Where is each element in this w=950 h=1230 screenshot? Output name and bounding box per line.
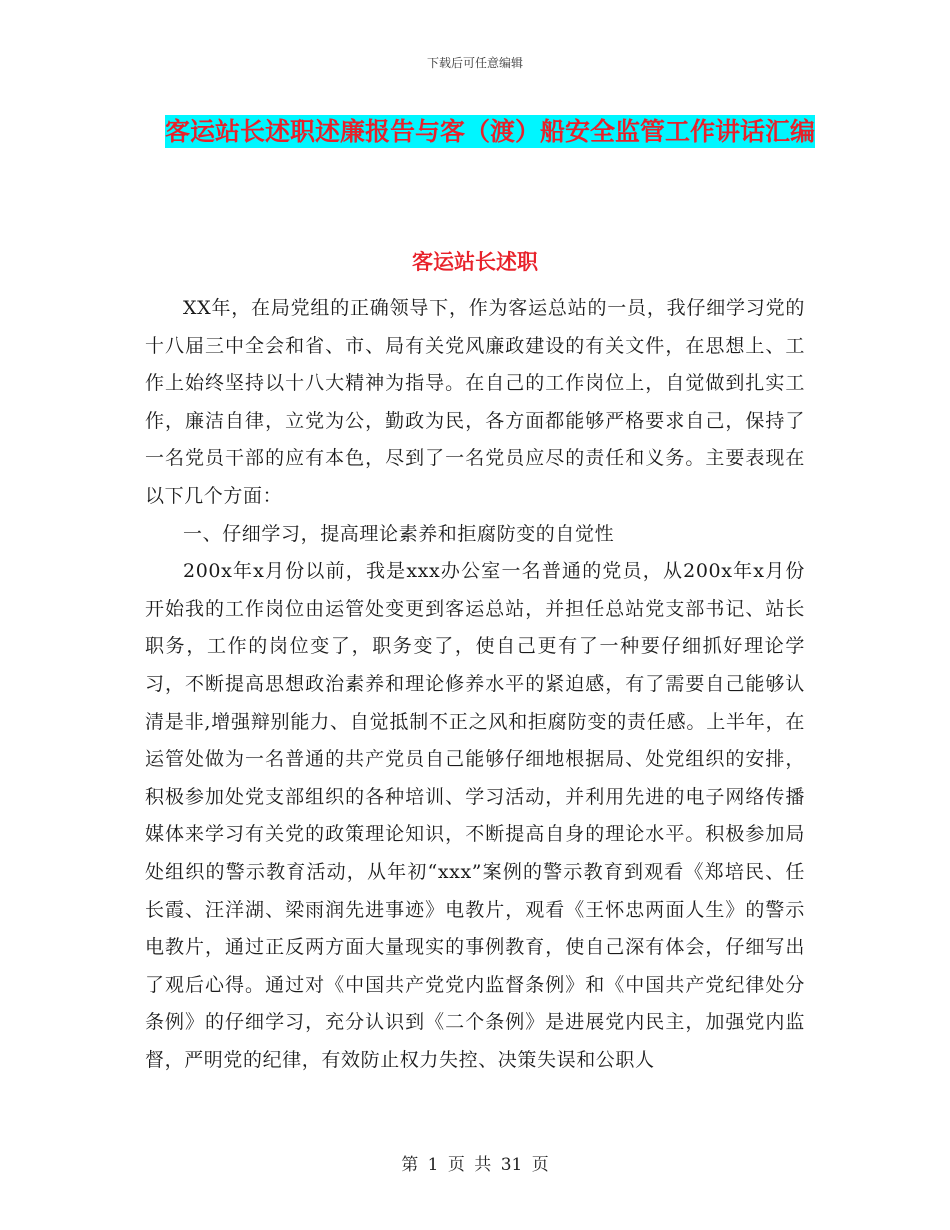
document-body (145, 290, 805, 1079)
document-title (150, 110, 830, 154)
page-number: 第 1 页 共 31 页 (401, 1155, 549, 1175)
body-paragraph: XX年，在局党组的正确领导下，作为客运总站的一员，我仔细学习党的十八届三中全会和省、市、局有关党风廉政建设的有关文件，在思想上、工作上始终坚持以十八大精神为指导。在自己的工作岗位上，自觉做到扎实工作，廉洁自律，立党为公，勤政为民，各方面都能够严格要求自己，保持了一名党员干部的应有本色，尽到了一名党员应尽的责任和义务。主要表现在以下几个方面： (145, 297, 805, 507)
section-title: 客运站长述职 (412, 249, 538, 274)
body-paragraph: 200x年x月份以前，我是xxx办公室一名普通的党员，从200x年x月份开始我的工作岗位由运管处变更到客运总站，并担任总站党支部书记、站长职务，工作的岗位变了，职务变了，使自己更有了一种要仔细抓好理论学习，不断提高思想政治素养和理论修养水平的紧迫感，有了需要自己能够认清是非,增强辩别能力、自觉抵制不正之风和拒腐防变的责任感。上半年，在运管处做为一名普通的共产党员自己能够仔细地根据局、处党组织的安排，积极参加处党支部组织的各种培训、学习活动，并利用先进的电子网络传播媒体来学习有关党的政策理论知识，不断提高自身的理论水平。积极参加局处组织的警示教育活动，从年初“xxx”案例的警示教育到观看《郑培民、任长霞、汪洋湖、梁雨润先进事迹》电教片，观看《王怀忠两面人生》的警示电教片，通过正反两方面大量现实的事例教育，使自己深有体会，仔细写出了观后心得。通过对《中国共产党党内监督条例》和《中国共产党纪律处分条例》的仔细学习，充分认识到《二个条例》是进展党内民主，加强党内监督，严明党的纪律，有效防止权力失控、决策失误和公职人 (145, 560, 805, 1071)
body-paragraph: 一、仔细学习，提高理论素养和拒腐防变的自觉性 (183, 522, 615, 545)
header-note: 下载后可任意编辑 (426, 56, 523, 70)
document-title-text: 客运站长述职述廉报告与客（渡）船安全监管工作讲话汇编 (164, 117, 815, 146)
